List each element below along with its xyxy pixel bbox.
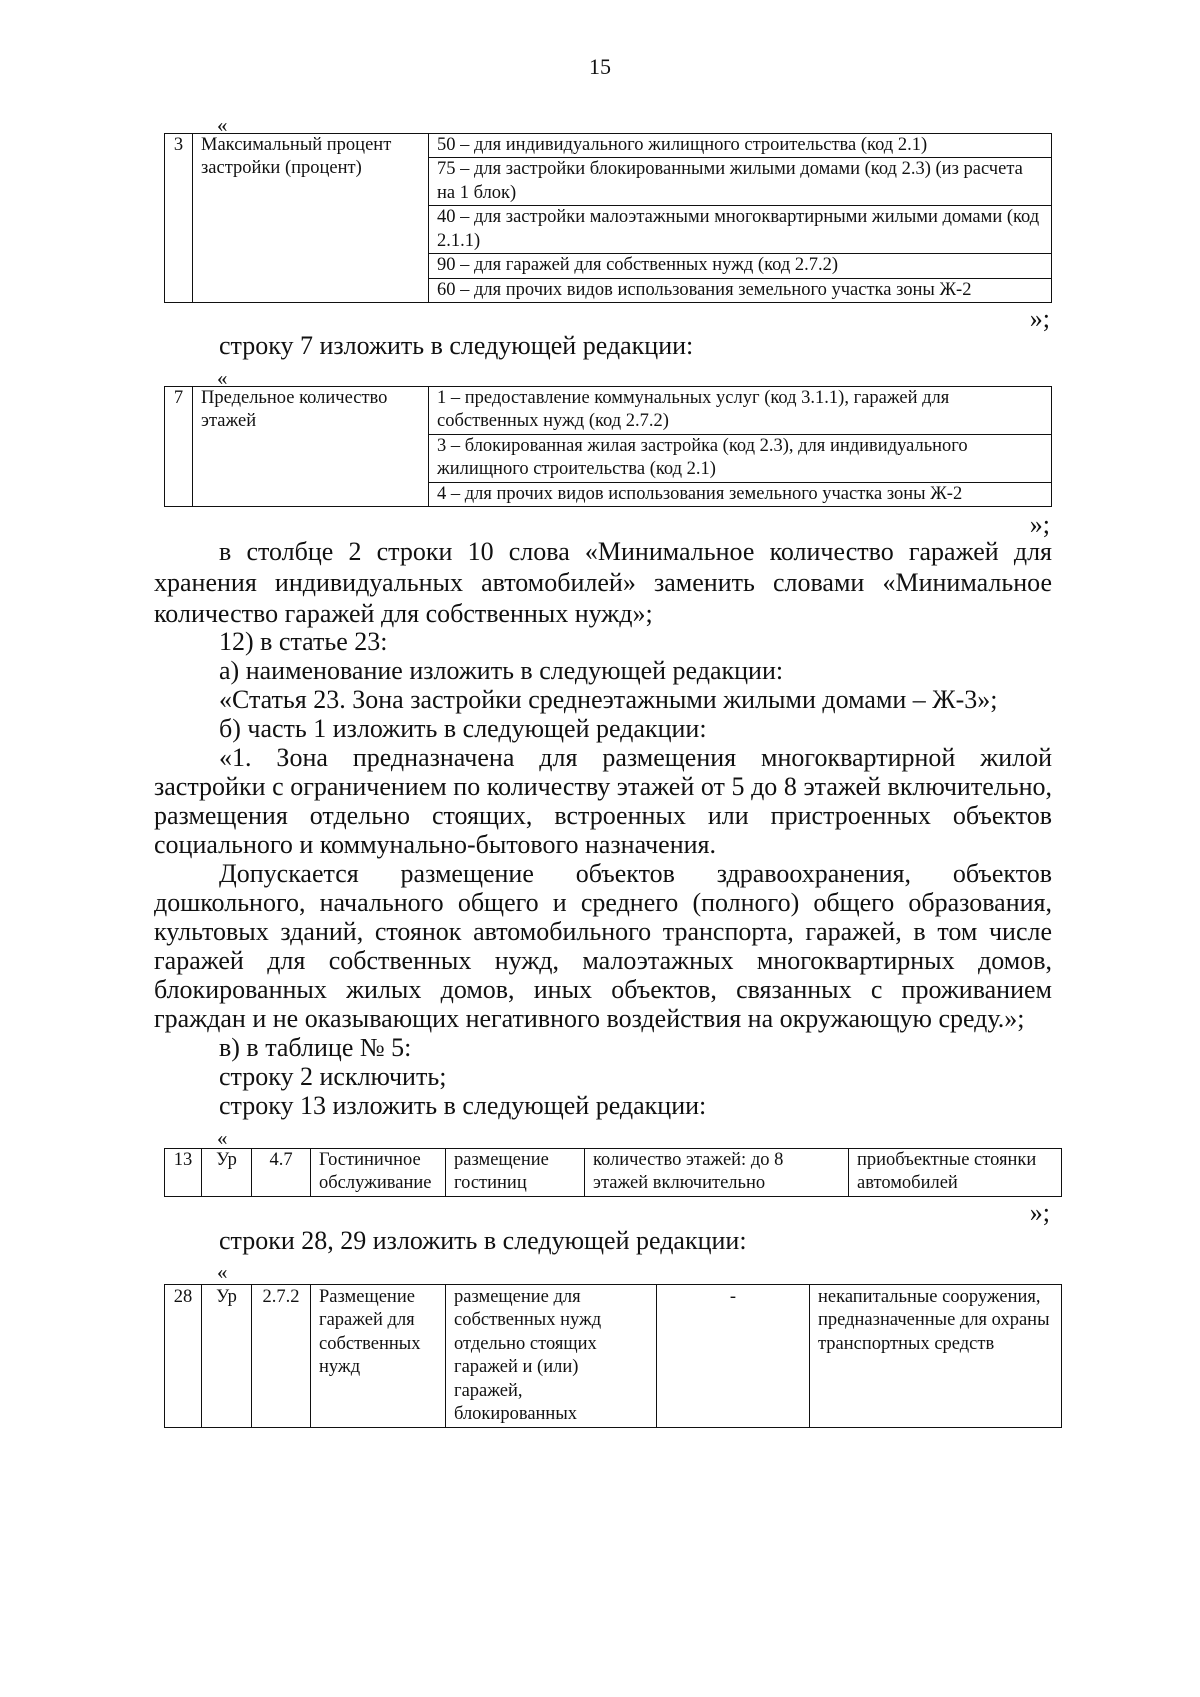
paragraph-line: строки 28, 29 изложить в следующей редакции: (219, 1226, 747, 1255)
opening-quote: « (217, 366, 228, 390)
paragraph-line: в) в таблице № 5: (219, 1033, 412, 1062)
paragraph-line: гаражей для собственных нужд, малоэтажных многоквартирных домов, (154, 946, 1052, 975)
paragraph-line: размещения отдельно стоящих, встроенных или пристроенных объектов (154, 801, 1052, 830)
indicator-name: Максимальный процент застройки (процент) (193, 134, 429, 303)
table-row-7 (164, 386, 1052, 507)
paragraph-line: строку 13 изложить в следующей редакции: (219, 1091, 707, 1120)
paragraph-line: социального и коммунально-бытового назначения. (154, 830, 716, 859)
value-cell: 50 – для индивидуального жилищного строительства (код 2.1) (429, 134, 1052, 158)
cell-auxiliary: некапитальные сооружения, предназначенные для охраны транспортных средств (810, 1285, 1062, 1428)
paragraph-line: граждан и не оказывающих негативного воздействия на окружающую среду.»; (154, 1004, 1025, 1033)
paragraph-line: «Статья 23. Зона застройки среднеэтажными жилыми домами – Ж-3»; (219, 685, 998, 714)
cell-description: размещение для собственных нужд отдельно стоящих гаражей и (или) гаражей, блокированных (446, 1285, 657, 1428)
paragraph-line: блокированных жилых домов, иных объектов, связанных с проживанием (154, 975, 1052, 1004)
cell-classifier: 2.7.2 (252, 1285, 311, 1428)
paragraph-line: застройки с ограничением по количеству этажей от 5 до 8 этажей включительно, (154, 772, 1052, 801)
paragraph-line: строку 7 изложить в следующей редакции: (219, 331, 694, 360)
opening-quote: « (217, 113, 228, 137)
cell-code: Ур (202, 1149, 252, 1197)
paragraph-line: Допускается размещение объектов здравоохранения, объектов (219, 859, 1052, 888)
value-cell: 4 – для прочих видов использования земельного участка зоны Ж-2 (429, 482, 1052, 506)
page-number: 15 (589, 54, 611, 79)
indicator-name: Предельное количество этажей (193, 387, 429, 507)
closing-quote: »; (1029, 304, 1050, 333)
cell-auxiliary: приобъектные стоянки автомобилей (849, 1149, 1062, 1197)
cell-parameters: - (657, 1285, 810, 1428)
value-cell: 60 – для прочих видов использования земельного участка зоны Ж-2 (429, 278, 1052, 302)
paragraph-line: хранения индивидуальных автомобилей» заменить словами «Минимальное (154, 568, 1052, 597)
table-row-28 (164, 1284, 1062, 1428)
paragraph-line: дошкольного, начального общего и среднего (полного) общего образования, (154, 888, 1052, 917)
value-cell: 75 – для застройки блокированными жилыми домами (код 2.3) (из расчета на 1 блок) (429, 158, 1052, 206)
cell-code: Ур (202, 1285, 252, 1428)
cell-number: 28 (165, 1285, 202, 1428)
row-number: 3 (165, 134, 193, 303)
paragraph-line: «1. Зона предназначена для размещения многоквартирной жилой (219, 743, 1052, 772)
value-cell: 3 – блокированная жилая застройка (код 2.3), для индивидуального жилищного строительства (код 2.1) (429, 434, 1052, 482)
closing-quote: »; (1029, 1198, 1050, 1227)
cell-use-name: Размещение гаражей для собственных нужд (311, 1285, 446, 1428)
value-cell: 1 – предоставление коммунальных услуг (код 3.1.1), гаражей для собственных нужд (код 2.7.2) (429, 387, 1052, 435)
cell-classifier: 4.7 (252, 1149, 311, 1197)
opening-quote: « (217, 1126, 228, 1150)
paragraph-line: б) часть 1 изложить в следующей редакции: (219, 714, 707, 743)
paragraph-line: количество гаражей для собственных нужд»; (154, 599, 653, 628)
table-row-3 (164, 133, 1052, 303)
cell-number: 13 (165, 1149, 202, 1197)
cell-parameters: количество этажей: до 8 этажей включительно (585, 1149, 849, 1197)
paragraph-line: а) наименование изложить в следующей редакции: (219, 656, 784, 685)
row-number: 7 (165, 387, 193, 507)
opening-quote: « (217, 1260, 228, 1284)
table-row-13 (164, 1148, 1062, 1197)
closing-quote: »; (1029, 510, 1050, 539)
paragraph-line: 12) в статье 23: (219, 627, 388, 656)
paragraph-line: культовых зданий, стоянок автомобильного транспорта, гаражей, в том числе (154, 917, 1052, 946)
value-cell: 90 – для гаражей для собственных нужд (код 2.7.2) (429, 254, 1052, 278)
cell-description: размещение гостиниц (446, 1149, 585, 1197)
value-cell: 40 – для застройки малоэтажными многоквартирными жилыми домами (код 2.1.1) (429, 206, 1052, 254)
paragraph-line: строку 2 исключить; (219, 1062, 447, 1091)
paragraph-line: в столбце 2 строки 10 слова «Минимальное количество гаражей для (219, 537, 1052, 566)
cell-use-name: Гостиничное обслуживание (311, 1149, 446, 1197)
